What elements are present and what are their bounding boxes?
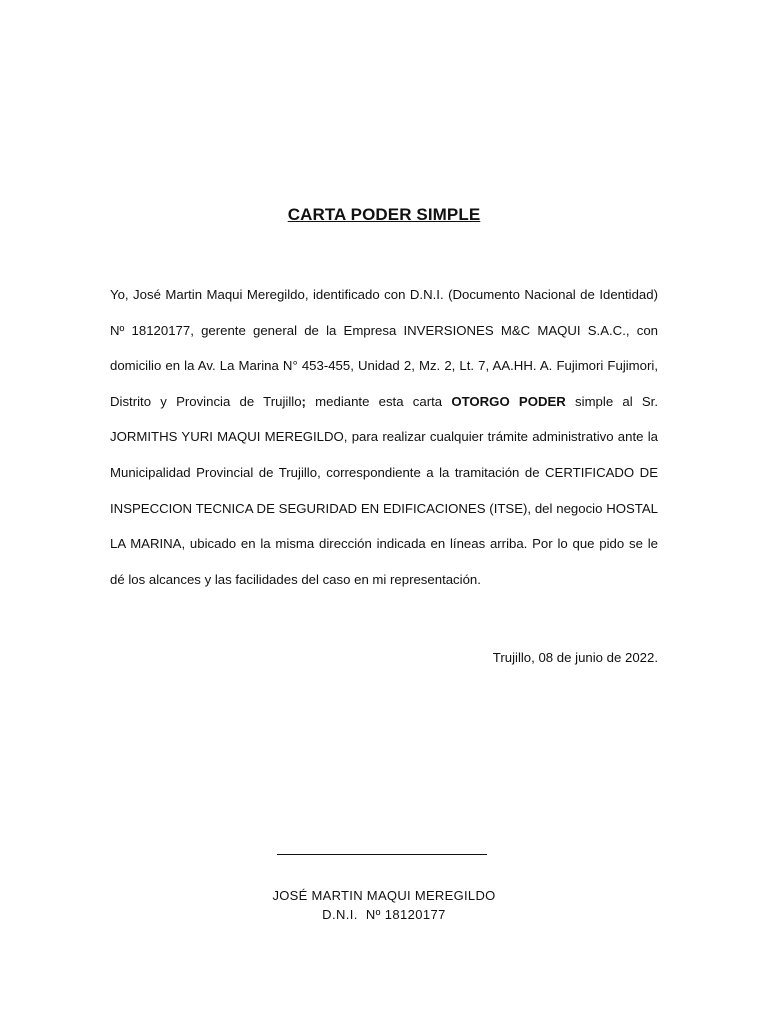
body-text-part2: mediante esta carta (305, 393, 452, 409)
body-semicolon: ; (301, 393, 306, 409)
body-text-part1: Yo, José Martin Maqui Meregildo, identificado con D.N.I. (Documento Nacional de Identidad) Nº 18120177, gerente general de la Empresa INVERSIONES M&C MAQUI S.A.C., con domicilio en la Av. La Marina N° 453-455, Unidad 2, Mz. 2, Lt. 7, AA.HH. A. Fujimori Fujimori, Distrito y Provincia de Trujillo (110, 287, 658, 409)
signature-line (277, 854, 487, 855)
body-emphasis: OTORGO PODER (451, 393, 566, 409)
signature-name: JOSÉ MARTIN MAQUI MEREGILDO (272, 888, 496, 903)
document-date: Trujillo, 08 de junio de 2022. (492, 650, 658, 665)
body-paragraph (110, 277, 658, 597)
document-title: CARTA PODER SIMPLE (287, 205, 481, 224)
signature-id: D.N.I. Nº 18120177 (322, 907, 446, 922)
body-text-part3: simple al Sr. JORMITHS YURI MAQUI MEREGILDO, para realizar cualquier trámite administrativo ante la Municipalidad Provincial de Trujillo, correspondiente a la tramitación de CERTIFICADO DE INSPECCION TECNICA DE SEGURIDAD EN EDIFICACIONES (ITSE), del negocio HOSTAL LA MARINA, ubicado en la misma dirección indicada en líneas arriba. Por lo que pido se le dé los alcances y las facilidades del caso en mi representación. (110, 393, 658, 587)
